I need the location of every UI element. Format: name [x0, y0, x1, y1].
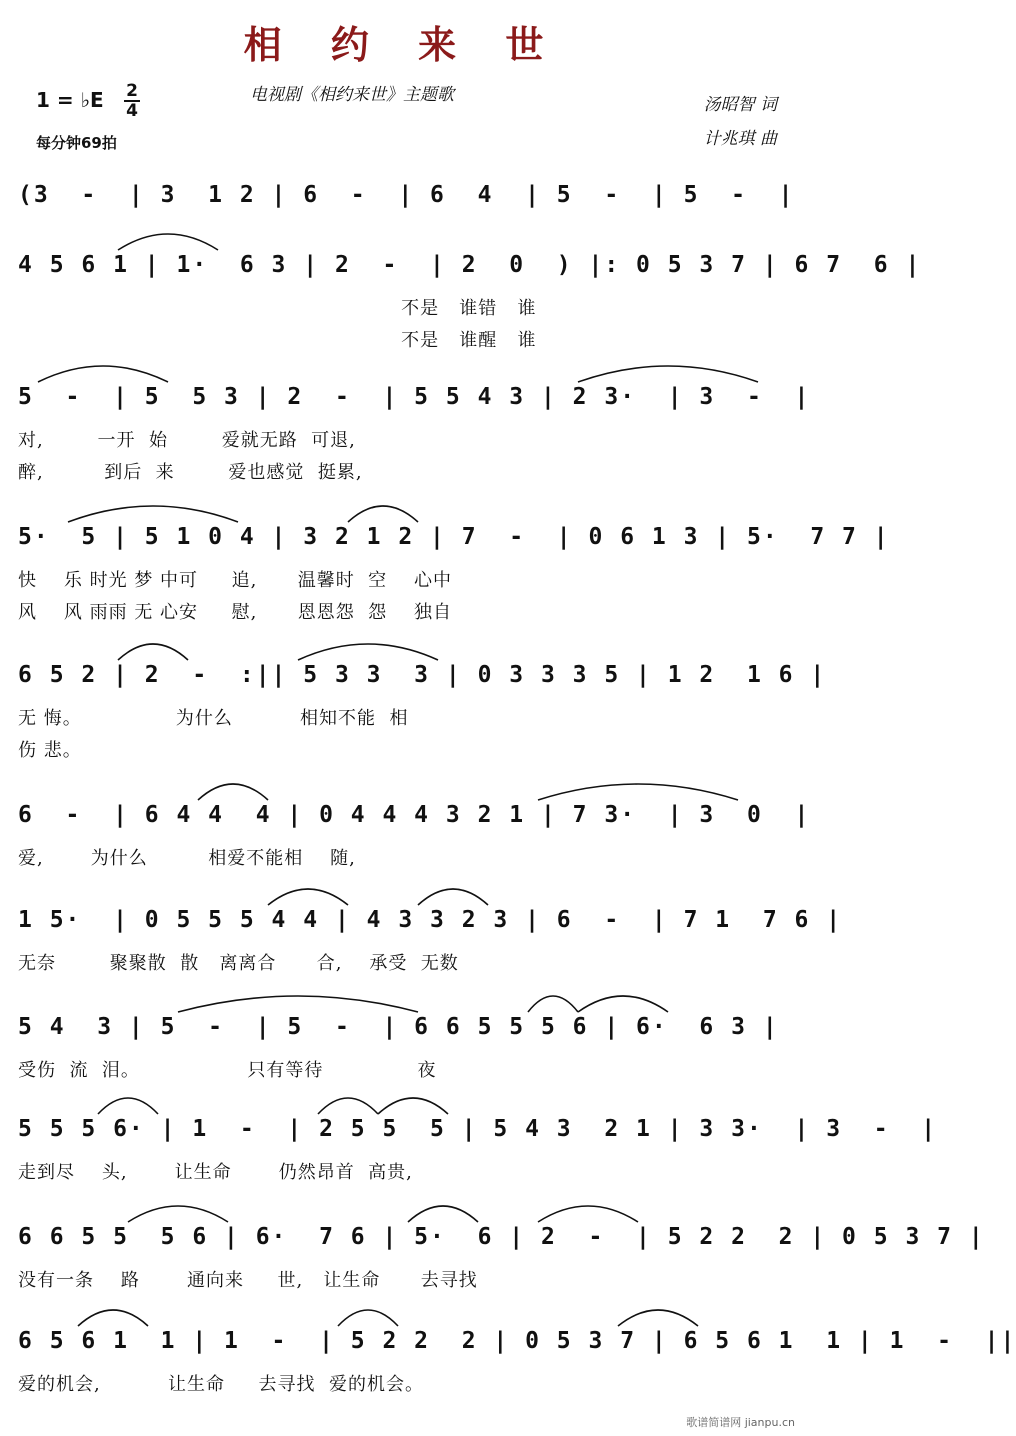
site-watermark: 歌谱简谱网 jianpu.cn	[686, 1416, 795, 1429]
tempo-marking: 每分钟69拍	[36, 134, 117, 152]
lyric-line-1: 走到尽 头, 让生命 仍然昂首 高贵,	[18, 1162, 413, 1183]
notation-line: 6 - | 6 4 4 4 | 0 4 4 4 3 2 1 | 7 3· | 3 0 |	[18, 802, 811, 828]
notation-line: (3 - | 3 1 2 | 6 - | 6 4 | 5 - | 5 - |	[18, 182, 795, 208]
notation-line: 1 5· | 0 5 5 5 4 4 | 4 3 3 2 3 | 6 - | 7 1 7 6 |	[18, 907, 843, 933]
score-system	[18, 520, 890, 630]
score-system	[18, 903, 843, 993]
score-system	[18, 1010, 788, 1100]
lyric-line-1: 不是 谁错 谁	[18, 298, 537, 319]
notation-line: 5 - | 5 5 3 | 2 - | 5 5 4 3 | 2 3· | 3 - |	[18, 384, 811, 410]
lyricist-credit: 汤昭智 词	[703, 95, 777, 115]
score-system	[18, 658, 827, 768]
score-system	[18, 248, 922, 358]
score-system	[18, 178, 795, 214]
lyric-line-1: 无 悔。 为什么 相知不能 相	[18, 708, 409, 729]
lyric-line-1: 爱的机会, 让生命 去寻找 爱的机会。	[18, 1374, 424, 1395]
notation-line: 6 5 2 | 2 - :|| 5 3 3 3 | 0 3 3 3 5 | 1 2 1 6 |	[18, 662, 827, 688]
lyric-line-1: 快 乐 时光 梦 中可 追, 温馨时 空 心中	[18, 570, 453, 591]
score-system	[18, 1112, 938, 1202]
time-signature	[124, 82, 140, 120]
song-title: 相 约 来 世	[243, 22, 562, 67]
score-system	[18, 1324, 1016, 1414]
notation-line: 5 5 5 6· | 1 - | 2 5 5 5 | 5 4 3 2 1 | 3 3· | 3 - |	[18, 1116, 938, 1142]
notation-line: 5 4 3 | 5 - | 5 - | 6 6 5 5 5 6 | 6· 6 3 |	[18, 1014, 779, 1040]
score-system	[18, 798, 811, 888]
time-signature-top: 2	[126, 81, 138, 101]
lyric-line-1: 爱, 为什么 相爱不能相 随,	[18, 848, 356, 869]
notation-line: 6 5 6 1 1 | 1 - | 5 2 2 2 | 0 5 3 7 | 6 5 6 1 1 | 1 - ||	[18, 1328, 1016, 1354]
notation-line: 4 5 6 1 | 1· 6 3 | 2 - | 2 0 ) |: 0 5 3 7 | 6 7 6 |	[18, 252, 922, 278]
lyric-line-1: 对, 一开 始 爱就无路 可退,	[18, 430, 356, 451]
lyric-line-1: 没有一条 路 通向来 世, 让生命 去寻找	[18, 1270, 478, 1291]
notation-line: 6 6 5 5 5 6 | 6· 7 6 | 5· 6 | 2 - | 5 2 2 2 | 0 5 3 7 |	[18, 1224, 985, 1250]
lyric-line-1: 受伤 流 泪。 只有等待 夜	[18, 1060, 437, 1081]
time-signature-bottom: 4	[126, 101, 138, 121]
score-system	[18, 1220, 985, 1310]
lyric-line-2: 伤 悲。	[18, 740, 82, 761]
song-subtitle: 电视剧《相约来世》主题歌	[250, 85, 454, 105]
score-system	[18, 380, 811, 490]
lyric-line-2: 不是 谁醒 谁	[18, 330, 537, 351]
key-signature: 1 = ♭E	[36, 88, 104, 112]
lyric-line-2: 醉, 到后 来 爱也感觉 挺累,	[18, 462, 363, 483]
notation-line: 5· 5 | 5 1 0 4 | 3 2 1 2 | 7 - | 0 6 1 3 | 5· 7 7 |	[18, 524, 890, 550]
lyric-line-1: 无奈 聚聚散 散 离离合 合, 承受 无数	[18, 953, 459, 974]
composer-credit: 计兆琪 曲	[703, 129, 777, 149]
lyric-line-2: 风 风 雨雨 无 心安 慰, 恩恩怨 怨 独自	[18, 602, 453, 623]
